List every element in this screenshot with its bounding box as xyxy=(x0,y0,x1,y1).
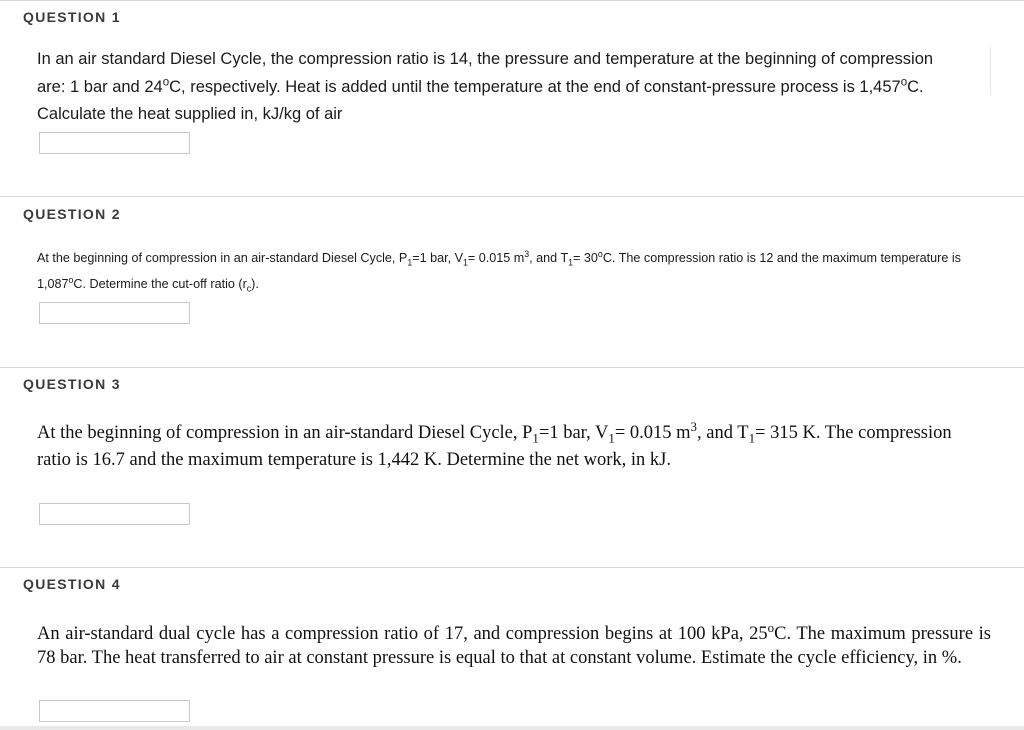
answer-input[interactable] xyxy=(39,302,190,324)
answer-input[interactable] xyxy=(39,132,190,154)
question-header xyxy=(0,367,1024,401)
question-header xyxy=(0,196,1024,230)
question-title: QUESTION 4 xyxy=(23,576,121,592)
answer-input[interactable] xyxy=(39,503,190,525)
question-header xyxy=(0,567,1024,601)
question-header xyxy=(0,0,1024,34)
question-text: In an air standard Diesel Cycle, the compression ratio is 14, the pressure and temperature at the beginning of compression are: 1 bar and 24$^o$C, respectively. Heat is added until the temperature at the end of constant-pressure process is 1,457$^o$C. Calculate the heat supplied in, kJ/kg of air xyxy=(37,50,934,123)
question-text: At the beginning of compression in an air-standard Diesel Cycle, $P_1=1$ bar, $V_1= 0.015$ $m^3$, and $T_1= 315$ K. The compression ratio is 16.7 and the maximum temperature is 1,442 K. Determine the net work, in kJ. xyxy=(37,418,952,470)
answer-input[interactable] xyxy=(39,700,190,722)
question-title: QUESTION 3 xyxy=(23,376,121,392)
question-text: An air-standard dual cycle has a compression ratio of 17, and compression begins at 100 kPa, 25$^o$C. The maximum pressure is 78 bar. The heat transferred to air at constant pressure is equal to that at constant volume. Estimate the cycle efficiency, in %. xyxy=(37,619,991,668)
question-title: QUESTION 2 xyxy=(23,206,121,222)
divider xyxy=(990,47,991,95)
question-title: QUESTION 1 xyxy=(23,9,121,25)
question-text: At the beginning of compression in an air-standard Diesel Cycle, $P_1=1$ bar, $V_1= 0.015$ $m^3$, and $T_1= 30^oC$. The compression ratio is 12 and the maximum temperature is 1,087$^o$C. Determine the cut-off ratio $(r_c)$. xyxy=(37,248,961,294)
page-bottom-edge xyxy=(0,726,1024,730)
